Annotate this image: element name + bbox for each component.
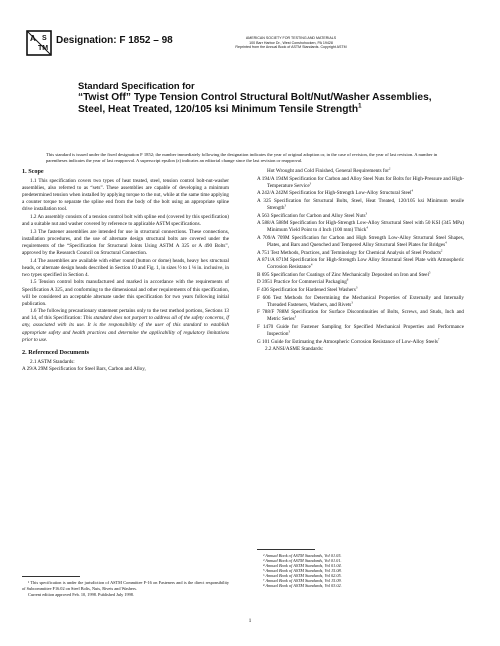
reference-entry: [22, 366, 229, 373]
entry-text: A 563 Specification for Carbon and Alloy Steel Nuts: [257, 212, 366, 219]
entry-text: 2.2 ANSI/ASME Standards:: [265, 346, 324, 353]
paragraph: [22, 279, 229, 307]
entry-text: 2.1 ASTM Standards:: [30, 358, 75, 365]
reference-entry: [257, 287, 464, 294]
reference-entry: [257, 272, 464, 279]
footnote-divider: [22, 576, 80, 577]
reference-entry: [257, 210, 464, 220]
entry-text: 1.5 Tension control bolts manufactured and marked in accordance with the requirements of Specification A 325, and conforming to the dimensional and other requirements of this specification, will be considered an acceptable alternate under this specification for two years following initial publication.: [22, 279, 229, 307]
footnote: ⁶ Annual Book of ASTM Standards, Vol 02.05.: [263, 573, 342, 578]
paragraph: [22, 214, 229, 228]
entry-text: 1.3 The fastener assemblies are intended for use in structural connections. These connections, installation procedures, and the use of alternate design structural bolts are covered under the requirements of the “Specification for Structural Joints Using ASTM A 325 or A 490 Bolts”, approved by the Research Council on Structural Connection.: [22, 228, 229, 257]
footnote: ¹ This specification is under the jurisdiction of ASTM Committee F-16 on Fasteners and is the direct responsibility of Subcommittee F16.02 on Steel Bolts, Nuts, Rivets and Washers.: [22, 580, 229, 591]
reference-continuation: [257, 168, 464, 175]
footnote: ³ Annual Book of ASTM Standards, Vol 01.01.: [263, 558, 342, 563]
reference-entry: [257, 220, 464, 234]
entry-text: A 751 Test Methods, Practices, and Terminology for Chemical Analysis of Steel Products: [257, 249, 441, 256]
footnote-mark: 2: [440, 247, 443, 252]
reference-entry: [257, 198, 464, 212]
footnote-mark: 3: [365, 210, 368, 215]
paragraph: [257, 346, 464, 353]
footnote: Current edition approved Feb. 10, 1998. Published July 1998.: [28, 591, 134, 597]
entry-text: D 3951 Practice for Commercial Packaging: [257, 279, 347, 286]
paragraph: [22, 308, 229, 343]
footnotes-right: [257, 553, 464, 588]
entry-text: A 588/A 588M Specification for High-Strength Low-Alloy Structural Steel with 50 KSI (345 MPa) Minimum Yield Point to 4 Inch (100 mm) Thick: [257, 220, 464, 234]
reference-entry: [257, 295, 464, 309]
entry-text: B 695 Specification for Coatings of Zinc Mechanically Deposited on Iron and Steel: [257, 271, 429, 278]
safety-caveat-text: This standard does not purport to address all of the safety concerns, if any, associated with its use. It is the responsibility of the user of this standard to establish appropriate safety and health practices and determine the applicability of regulatory limitations prior to use.: [22, 315, 229, 343]
svg-text:A: A: [30, 34, 36, 43]
footnote-mark: 3: [309, 180, 312, 185]
footnote: ⁷ Annual Book of ASTM Standards, Vol 15.09.: [263, 578, 342, 583]
entry-text: A 194/A 194M Specification for Carbon and Alloy Steel Nuts for Bolts for High-Pressure and High-Temperature Service: [257, 175, 464, 189]
footnote-mark: 3: [294, 314, 297, 319]
footnote-mark: 4: [310, 262, 313, 267]
entry-text: A 871/A 871M Specification for High-Strength Low Alloy Structural Steel Plate with Atmospheric Corrosion Resistance: [257, 257, 464, 271]
section-heading: 1. Scope: [22, 168, 44, 175]
footnote-mark: 2: [388, 166, 391, 171]
footnotes-left: [22, 580, 229, 598]
right-column: [257, 168, 464, 354]
footnote: ⁴ Annual Book of ASTM Standards, Vol 01.04.: [263, 563, 342, 568]
footnote: ⁵ Annual Book of ASTM Standards, Vol 15.08.: [263, 568, 342, 573]
reference-entry: [257, 324, 464, 338]
page-header: [26, 30, 486, 60]
reference-entry: [257, 309, 464, 323]
svg-text:TM: TM: [38, 45, 49, 52]
footnote-mark: 3: [288, 329, 290, 334]
entry-text: 1.2 An assembly consists of a tension control bolt with spline end (covered by this specification) and a suitable nut and washer covered by reference to applicable ASTM specifications.: [22, 214, 229, 228]
entry-text: Hot Wrought and Cold Finished, General Requirements for: [267, 168, 389, 174]
paragraph-text: 1.6 The following precautionary statement pertains only to the test method portions, Sections 13 and 14, of this Specification:: [22, 308, 229, 322]
publisher-line: Reprinted from the Annual Book of ASTM Standards. Copyright ASTM: [235, 45, 347, 50]
entry-text: F 436 Specification for Hardened Steel Washers: [257, 287, 356, 293]
footnote-mark: 4: [445, 240, 447, 245]
footnote-mark: 3: [284, 203, 286, 208]
footnote-divider: [257, 549, 315, 550]
title-main-text: “Twist Off” Type Tension Control Structural Bolt/Nut/Washer Assemblies, Steel, Heat Treated, 120/105 ksi Minimum Tensile Strength: [78, 92, 432, 115]
entry-text: A 325 Specification for Structural Bolts, Steel, Heat Treated, 120/105 ksi Minimum tensile Strength: [257, 197, 464, 211]
entry-text: F 788/F 788M Specification for Surface Discontinuities of Bolts, Screws, and Studs, Inch and Metric Series: [257, 309, 464, 323]
paragraph: [22, 359, 229, 366]
reference-entry: [257, 176, 464, 190]
title-footnote-mark: 1: [358, 102, 362, 110]
entry-text: 1.1 This specification covers two types of heat treated, steel, tension control bolt-nut-washer assemblies, also referred to as “sets”. These assemblies are capable of developing a minimum predetermined tension when installed by applying torque to the nut, while at the same time applying a counter torque to separate the spline end from the body of the bolt using an appropriate spline drive installation tool.: [22, 178, 229, 213]
footnote: ² Annual Book of ASTM Standards, Vol 01.05.: [263, 553, 342, 558]
page-number: 1: [248, 618, 252, 624]
paragraph: [22, 258, 229, 279]
publisher-info: [176, 36, 406, 50]
title-prefix: Standard Specification for: [78, 80, 195, 91]
astm-logo-icon: [26, 30, 52, 56]
publisher-line: 100 Barr Harbor Dr., West Conshohocken, PA 19428: [249, 40, 333, 45]
entry-text: G 101 Guide for Estimating the Atmospheric Corrosion Resistance of Low-Alloy Steels: [257, 338, 438, 345]
footnote-mark: 4: [411, 188, 414, 193]
paragraph: [22, 178, 229, 213]
designation-label: Designation: F 1852 – 98: [56, 35, 173, 46]
entry-text: A 242/A 242M Specification for High-Strength Low-Alloy Structural Steel: [257, 190, 412, 197]
footnote-mark: 4: [366, 225, 368, 230]
reference-entry: [257, 247, 464, 257]
footnote-mark: 3: [355, 285, 358, 290]
footnote-mark: 6: [346, 277, 349, 282]
reference-entry: [257, 257, 464, 271]
paragraph: [22, 229, 229, 257]
footnote-mark: 7: [437, 336, 440, 341]
reference-entry: [257, 279, 464, 286]
reference-entry: [257, 190, 464, 197]
svg-text:S: S: [42, 35, 47, 42]
entry-text: A 29/A 29M Specification for Steel Bars, Carbon and Alloy,: [22, 366, 146, 373]
title-main: [78, 92, 438, 116]
entry-text: F 1470 Guide for Fastener Sampling for Specified Mechanical Properties and Performance Inspection: [257, 323, 464, 338]
entry-text: 1.4 The assemblies are available with either round (button or dome) heads, heavy hex structural heads, or alternate design heads described in Section 10 and Fig. 1, in sizes ½ to 1 ⅛ in. inclusive, in two types specified in Section 4.: [22, 257, 229, 278]
issuance-note: This standard is issued under the fixed designation F 1852; the number immediately following the designation indicates the year of original adoption or, in the case of revision, the year of last revision. A number in parentheses indicates the year of last reapproval. A superscript epsilon (ε) indicates an editorial change since the last revision or reapproval.: [46, 152, 438, 164]
entry-text: F 606 Test Methods for Determining the Mechanical Properties of Externally and Internally Threaded Fasteners, Washers, and Rivets: [257, 294, 464, 308]
entry-text: A 709/A 709M Specification for Carbon and High Strength Low-Alloy Structural Steel Shapes, Plates, and Bars and Quenched and Tempered Alloy Structural Steel Plates for Bridges: [257, 234, 464, 248]
reference-entry: [257, 336, 464, 346]
left-column: [22, 168, 229, 374]
document-title: [78, 80, 438, 116]
footnote-mark: 3: [351, 299, 353, 304]
section-heading: 2. Referenced Documents: [22, 348, 90, 356]
reference-entry: [257, 235, 464, 249]
footnote: ⁸ Annual Book of ASTM Standards, Vol 03.02.: [263, 583, 342, 588]
footnote-mark: 5: [428, 270, 431, 275]
publisher-line: AMERICAN SOCIETY FOR TESTING AND MATERIALS: [245, 36, 337, 40]
